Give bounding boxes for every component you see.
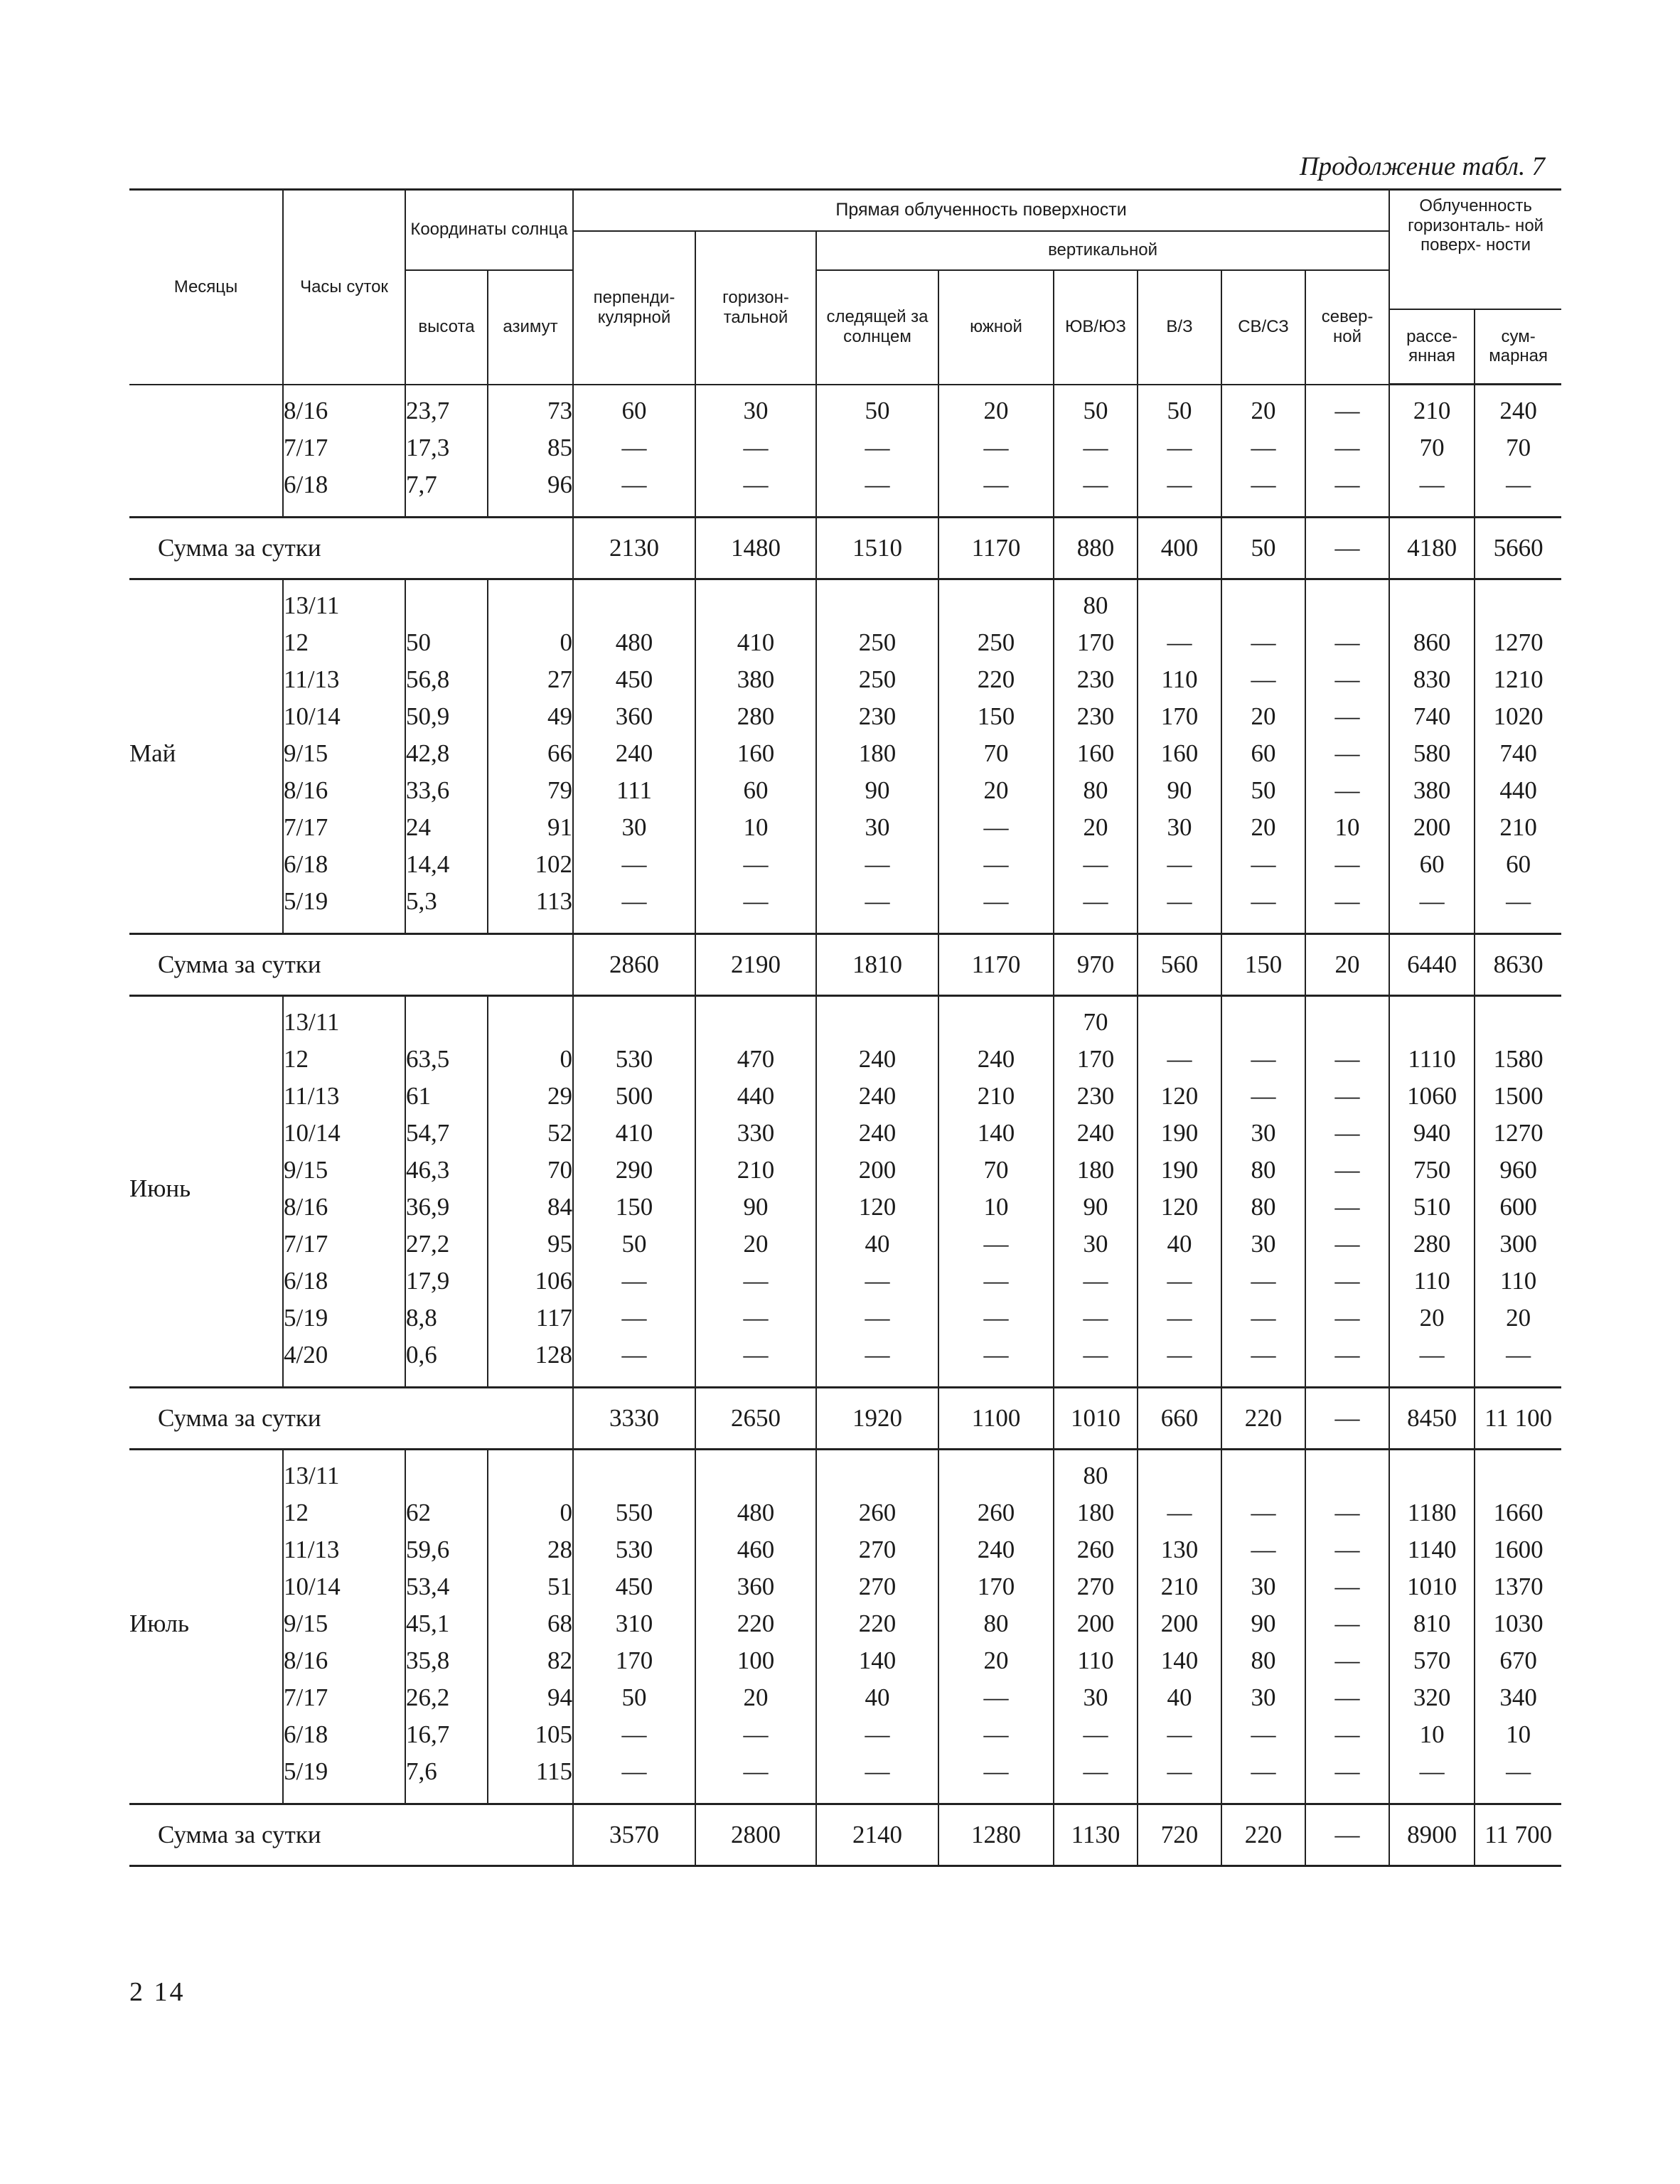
altitude-list: 50 56,8 50,9 42,8 33,6 24 14,4 5,3	[405, 579, 488, 934]
daily-sum-row	[129, 1804, 1561, 1866]
month-label	[129, 385, 283, 518]
header-perpendicular: перпенди- кулярной	[573, 231, 695, 385]
north-list: — — —	[1305, 385, 1389, 518]
header-diffuse: рассе- янная	[1389, 309, 1475, 385]
se-sw-list: 70 170 230 240 180 90 30 — — —	[1054, 996, 1138, 1388]
sum-cell: 400	[1138, 518, 1221, 579]
sum-cell: 220	[1221, 1804, 1305, 1866]
sum-cell: 3330	[573, 1388, 695, 1450]
south-list: 240 210 140 70 10 — — — —	[938, 996, 1054, 1388]
sum-cell: 1130	[1054, 1804, 1138, 1866]
sum-cell: —	[1305, 1388, 1389, 1450]
azimuth-list: 0 27 49 66 79 91 102 113	[488, 579, 573, 934]
header-tracking: следящей за солнцем	[816, 270, 938, 385]
sum-cell: 150	[1221, 934, 1305, 996]
header-ne-nw: СВ/СЗ	[1221, 270, 1305, 385]
header-altitude: высота	[405, 270, 488, 385]
sum-cell: 6440	[1389, 934, 1475, 996]
sum-cell: 660	[1138, 1388, 1221, 1450]
perpendicular-list: 530 500 410 290 150 50 — — —	[573, 996, 695, 1388]
e-w-list: — 130 210 200 140 40 — —	[1138, 1450, 1221, 1804]
sum-cell: 8630	[1475, 934, 1561, 996]
ne-nw-list: 20 — —	[1221, 385, 1305, 518]
sum-cell: 2130	[573, 518, 695, 579]
sum-label: Сумма за сутки	[129, 1804, 573, 1866]
perpendicular-list: 550 530 450 310 170 50 — —	[573, 1450, 695, 1804]
tracking-list: 50 — —	[816, 385, 938, 518]
header-months: Месяцы	[129, 190, 283, 385]
page-number: 2 14	[129, 1977, 186, 2007]
azimuth-list: 73 85 96	[488, 385, 573, 518]
section-block	[129, 579, 1561, 934]
tracking-list: 250 250 230 180 90 30 — —	[816, 579, 938, 934]
sum-cell: 560	[1138, 934, 1221, 996]
month-label: Май	[129, 579, 283, 934]
sum-cell: 2860	[573, 934, 695, 996]
sum-cell: 1920	[816, 1388, 938, 1450]
daily-sum-row	[129, 518, 1561, 579]
north-list: — — — — — 10 — —	[1305, 579, 1389, 934]
north-list: — — — — — — — — —	[1305, 996, 1389, 1388]
hours-list: 13/11 12 11/13 10/14 9/15 8/16 7/17 6/18 5/19	[283, 579, 405, 934]
daily-sum-row	[129, 934, 1561, 996]
perpendicular-list: 60 — —	[573, 385, 695, 518]
header-e-w: В/З	[1138, 270, 1221, 385]
sum-cell: 1100	[938, 1388, 1054, 1450]
sum-cell: 8450	[1389, 1388, 1475, 1450]
sum-cell: 4180	[1389, 518, 1475, 579]
sum-cell: —	[1305, 518, 1389, 579]
azimuth-list: 0 28 51 68 82 94 105 115	[488, 1450, 573, 1804]
altitude-list: 63,5 61 54,7 46,3 36,9 27,2 17,9 8,8 0,6	[405, 996, 488, 1388]
header-south: южной	[938, 270, 1054, 385]
header-se-sw: ЮВ/ЮЗ	[1054, 270, 1138, 385]
tracking-list: 260 270 270 220 140 40 — —	[816, 1450, 938, 1804]
se-sw-list: 50 — —	[1054, 385, 1138, 518]
daily-sum-row	[129, 1388, 1561, 1450]
irradiance-table	[129, 188, 1561, 1867]
sum-cell: 2800	[695, 1804, 816, 1866]
sum-cell: 11 700	[1475, 1804, 1561, 1866]
e-w-list: — 110 170 160 90 30 — —	[1138, 579, 1221, 934]
north-list: — — — — — — — —	[1305, 1450, 1389, 1804]
south-list: 20 — —	[938, 385, 1054, 518]
diffuse-list: 1180 1140 1010 810 570 320 10 —	[1389, 1450, 1475, 1804]
sum-cell: 1170	[938, 934, 1054, 996]
ne-nw-list: — — 20 60 50 20 — —	[1221, 579, 1305, 934]
horizontal-list: 410 380 280 160 60 10 — —	[695, 579, 816, 934]
header-vertical: вертикальной	[816, 231, 1389, 270]
header-total: сум- марная	[1475, 309, 1561, 385]
e-w-list: 50 — —	[1138, 385, 1221, 518]
azimuth-list: 0 29 52 70 84 95 106 117 128	[488, 996, 573, 1388]
perpendicular-list: 480 450 360 240 111 30 — —	[573, 579, 695, 934]
sum-cell: 8900	[1389, 1804, 1475, 1866]
se-sw-list: 80 180 260 270 200 110 30 — —	[1054, 1450, 1138, 1804]
south-list: 260 240 170 80 20 — — —	[938, 1450, 1054, 1804]
month-label: Июнь	[129, 996, 283, 1388]
diffuse-list: 1110 1060 940 750 510 280 110 20 —	[1389, 996, 1475, 1388]
sum-cell: 880	[1054, 518, 1138, 579]
sum-cell: 1510	[816, 518, 938, 579]
sum-cell: 50	[1221, 518, 1305, 579]
sum-cell: 1010	[1054, 1388, 1138, 1450]
header-horizontal-irradiance: Облученность горизонталь- ной поверх- ности	[1389, 190, 1561, 309]
sum-cell: 3570	[573, 1804, 695, 1866]
table-caption: Продолжение табл. 7	[1299, 152, 1545, 181]
sum-label: Сумма за сутки	[129, 934, 573, 996]
horizontal-list: 30 — —	[695, 385, 816, 518]
header-horizontal: горизон- тальной	[695, 231, 816, 385]
sum-label: Сумма за сутки	[129, 1388, 573, 1450]
e-w-list: — 120 190 190 120 40 — — —	[1138, 996, 1221, 1388]
hours-list: 8/16 7/17 6/18	[283, 385, 405, 518]
altitude-list: 23,7 17,3 7,7	[405, 385, 488, 518]
total-list: 240 70 —	[1475, 385, 1561, 518]
section-block	[129, 385, 1561, 518]
sum-cell: 1480	[695, 518, 816, 579]
sum-cell: 970	[1054, 934, 1138, 996]
ne-nw-list: — — 30 80 80 30 — — —	[1221, 996, 1305, 1388]
header-sun-coords: Координаты солнца	[405, 190, 573, 270]
sum-cell: 1170	[938, 518, 1054, 579]
month-label: Июль	[129, 1450, 283, 1804]
header-azimuth: азимут	[488, 270, 573, 385]
section-block	[129, 1450, 1561, 1804]
hours-list: 13/11 12 11/13 10/14 9/15 8/16 7/17 6/18 5/19	[283, 1450, 405, 1804]
sum-cell: 720	[1138, 1804, 1221, 1866]
header-north: север- ной	[1305, 270, 1389, 385]
sum-cell: 2650	[695, 1388, 816, 1450]
diffuse-list: 860 830 740 580 380 200 60 —	[1389, 579, 1475, 934]
sum-cell: 2140	[816, 1804, 938, 1866]
sum-cell: 1810	[816, 934, 938, 996]
ne-nw-list: — — 30 90 80 30 — —	[1221, 1450, 1305, 1804]
sum-cell: —	[1305, 1804, 1389, 1866]
south-list: 250 220 150 70 20 — — —	[938, 579, 1054, 934]
diffuse-list: 210 70 —	[1389, 385, 1475, 518]
header-direct-irradiance: Прямая облученность поверхности	[573, 190, 1389, 231]
section-block	[129, 996, 1561, 1388]
total-list: 1580 1500 1270 960 600 300 110 20 —	[1475, 996, 1561, 1388]
sum-cell: 2190	[695, 934, 816, 996]
sum-cell: 20	[1305, 934, 1389, 996]
total-list: 1270 1210 1020 740 440 210 60 —	[1475, 579, 1561, 934]
tracking-list: 240 240 240 200 120 40 — — —	[816, 996, 938, 1388]
sum-cell: 220	[1221, 1388, 1305, 1450]
altitude-list: 62 59,6 53,4 45,1 35,8 26,2 16,7 7,6	[405, 1450, 488, 1804]
header-hours: Часы суток	[283, 190, 405, 385]
total-list: 1660 1600 1370 1030 670 340 10 —	[1475, 1450, 1561, 1804]
sum-cell: 11 100	[1475, 1388, 1561, 1450]
sum-label: Сумма за сутки	[129, 518, 573, 579]
horizontal-list: 480 460 360 220 100 20 — —	[695, 1450, 816, 1804]
se-sw-list: 80 170 230 230 160 80 20 — —	[1054, 579, 1138, 934]
sum-cell: 5660	[1475, 518, 1561, 579]
sum-cell: 1280	[938, 1804, 1054, 1866]
hours-list: 13/11 12 11/13 10/14 9/15 8/16 7/17 6/18 5/19 4/20	[283, 996, 405, 1388]
horizontal-list: 470 440 330 210 90 20 — — —	[695, 996, 816, 1388]
